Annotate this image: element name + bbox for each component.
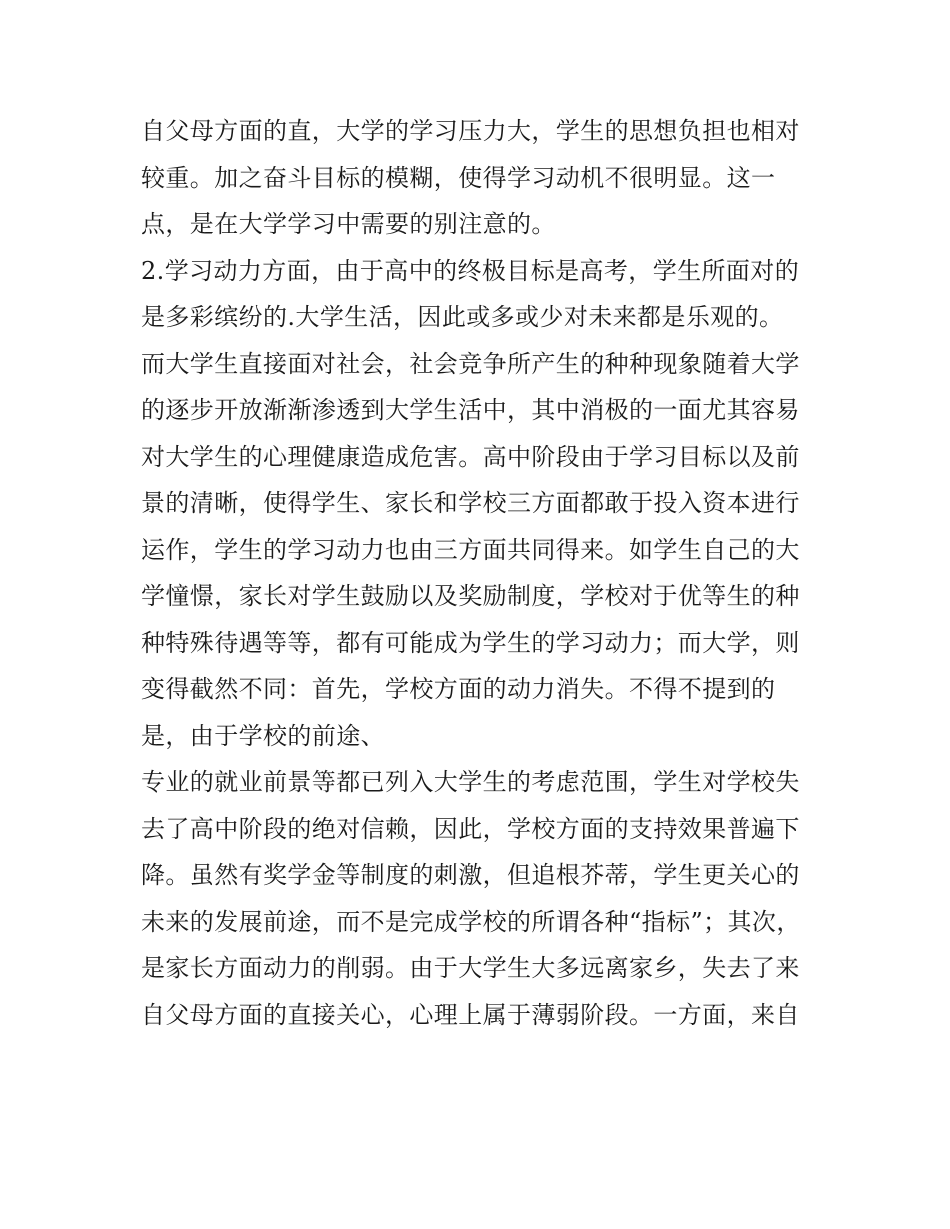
text-line: 学憧憬，家长对学生鼓励以及奖励制度，学校对于优等生的种 [141,582,800,610]
text-line: 种特殊待遇等等，都有可能成为学生的学习动力；而大学，则 [141,628,800,657]
text-line: 未来的发展前途，而不是完成学校的所谓各种“指标”；其次， [141,907,801,936]
text-line: 景的清晰，使得学生、家长和学校三方面都敢于投入资本进行 [141,489,800,517]
text-line: 运作，学生的学习动力也由三方面共同得来。如学生自己的大 [141,535,800,564]
text-line: 去了高中阶段的绝对信赖，因此，学校方面的支持效果普遍下 [141,814,800,843]
text-line: 2.学习动力方面，由于高中的终极目标是高考，学生所面对的 [141,256,800,285]
text-line: 降。虽然有奖学金等制度的刺激，但追根芥蒂，学生更关心的 [141,861,800,889]
text-line: 较重。加之奋斗目标的模糊，使得学习动机不很明显。这一 [141,163,776,192]
text-line: 专业的就业前景等都已列入大学生的考虑范围，学生对学校失 [141,768,800,796]
text-line: 点，是在大学学习中需要的别注意的。 [141,210,556,238]
text-line: 是多彩缤纷的.大学生活，因此或多或少对未来都是乐观的。 [141,303,784,331]
text-line: 是家长方面动力的削弱。由于大学生大多远离家乡，失去了来 [141,954,800,982]
text-line: 自父母方面的直，大学的学习压力大，学生的思想负担也相对 [141,117,800,145]
text-line: 自父母方面的直接关心，心理上属于薄弱阶段。一方面，来自 [141,1000,800,1029]
text-line: 的逐步开放渐渐渗透到大学生活中，其中消极的一面尤其容易 [141,396,800,424]
text-line: 变得截然不同：首先，学校方面的动力消失。不得不提到的 [141,675,776,703]
text-line: 而大学生直接面对社会，社会竞争所产生的种种现象随着大学 [141,349,800,378]
text-line: 是，由于学校的前途、 [141,721,385,750]
text-line: 对大学生的心理健康造成危害。高中阶段由于学习目标以及前 [141,442,800,471]
body-text [141,108,821,1038]
